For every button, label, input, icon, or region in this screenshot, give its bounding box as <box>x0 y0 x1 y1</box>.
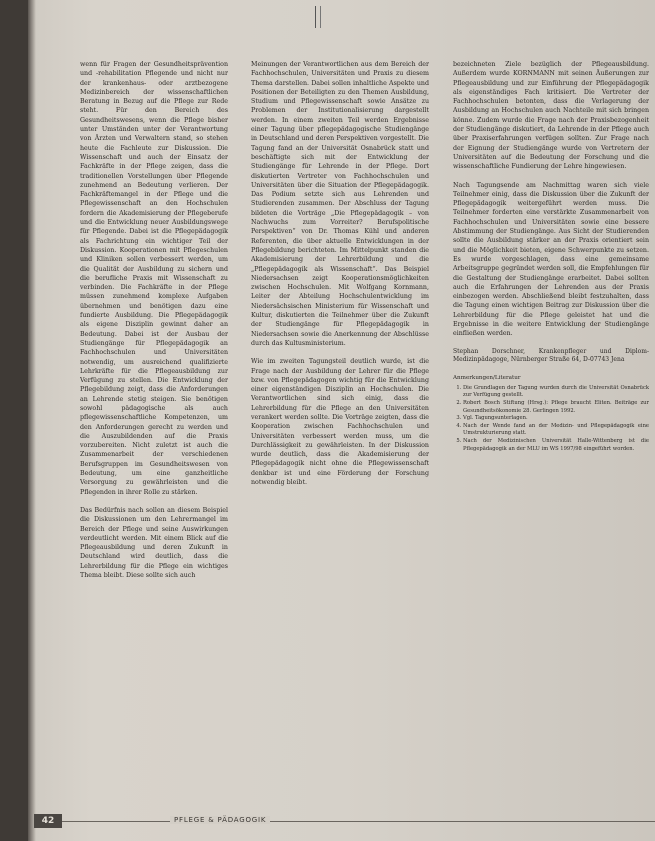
footnote-4: 4. Nach der Wende fand an der Medizin- und Pflegepädagogik eine Umstrukturierung statt. <box>463 423 649 438</box>
footnote-5: 5. Nach der Medizinischen Universität Halle-Wittenberg ist die Pflegepädagogik an der MLU im WS 1997/98 eingeführt worden. <box>463 438 649 453</box>
binding-mark <box>315 6 321 28</box>
column-3-paragraph-1: bezeichneten Ziele bezüglich der Pflegeausbildung. Außerdem wurde KORNMANN mit seinen Äußerungen zur Pflegeausbildung und zur Einführung der Pflegepädagogik als eigenständiges Fach kritisiert. Die Vertreter der Fachhochschulen betonten, dass die Verlagerung der Ausbildung an Hochschulen auch Nachteile mit sich bringen könne. Zudem wurde die Frage nach der Praxisbezogenheit der Studiengänge diskutiert, da Lehrende in der Pflege auch über Praxiserfahrungen verfügen sollten. Zur Frage nach der Eignung der Studiengänge wurde von Vertretern der Universitäten auf die Bedeutung der Forschung und die wissenschaftliche Fundierung der Lehre hingewiesen. <box>453 61 649 171</box>
column-1-paragraph-2: Das Bedürfnis nach sollen an diesem Beispiel die Diskussionen um den Lehrermangel im Bereich der Pflege und seine Auswirkungen verdeutlicht werden. Mit einem Blick auf die Pflegeausbildung und deren Zukunft in Deutschland wird deutlich, dass die Lehrerbildung für die Pflege ein wichtiges Thema bleibt. Diese sollte sich auch <box>80 506 228 580</box>
document-page <box>28 0 655 841</box>
footnotes <box>453 375 649 453</box>
column-1-paragraph-1: wenn für Fragen der Gesundheitsprävention und -rehabilitation Pflegende und nicht nur der krankenhaus- oder arztbezogene Medizinbereich der wissenschaftlichen Beratung in Bezug auf die Pflege zur Rede steht. Für den Bereich des Gesundheitswesens, wenn die Pflege bisher unter Umständen unter der Verantwortung von Ärzten und Verwaltern stand, so stehen heute die Fachleute zur Diskussion. Die Wissenschaft und auch der Einsatz der Fachkräfte in der Pflege zeigen, dass die traditionellen Vorstellungen über Pflegende zunehmend an Bedeutung verlieren. Der Fachkräftemangel in der Pflege und die Pflegewissenschaft an den Hochschulen fordern die Akademisierung der Pflegeberufe und die Entwicklung neuer Ausbildungswege für Pflegende. Dabei ist die Pflegepädagogik als Fachrichtung ein wichtiger Teil der Diskussion. Kooperationen mit Pflegeschulen und Kliniken sollen verbessert werden, um die Qualität der Ausbildung zu sichern und die berufliche Praxis mit Wissenschaft zu verbinden. Die Fachkräfte in der Pflege müssen zunehmend komplexe Aufgaben übernehmen und benötigen dazu eine fundierte Ausbildung. Die Pflegepädagogik als eigene Disziplin gewinnt daher an Bedeutung. Dabei ist der Ausbau der Studiengänge für Pflegepädagogik an Fachhochschulen und Universitäten notwendig, um ausreichend qualifizierte Lehrkräfte für die Pflegeausbildung zur Verfügung zu stellen. Die Entwicklung der Pflegebildung zeigt, dass die Anforderungen an Lehrende stetig steigen. Sie benötigen sowohl pädagogische als auch pflegewissenschaftliche Kompetenzen, um den Anforderungen gerecht zu werden und die Auszubildenden auf die Praxis vorzubereiten. Nicht zuletzt ist auch die Zusammenarbeit der verschiedenen Berufsgruppen im Gesundheitswesen von Bedeutung, um eine ganzheitliche Versorgung zu gewährleisten und die Pflegenden in ihrer Rolle zu stärken. <box>80 61 228 496</box>
text-column-2 <box>251 60 429 778</box>
text-column-1 <box>80 60 228 835</box>
text-column-3 <box>453 60 649 835</box>
author-info: Stephan Dorschner, Krankenpfleger und Diplom-Medizinpädagoge, Nürnberger Straße 64, D-07743 Jena <box>453 347 649 364</box>
journal-name: PFLEGE & PÄDAGOGIK <box>170 816 270 824</box>
footnote-2: 2. Robert Bosch Stiftung (Hrsg.): Pflege braucht Eliten. Beiträge zur Gesundheitsökonomie 28. Gerlingen 1992. <box>463 400 649 415</box>
column-2-paragraph-2: Wie im zweiten Tagungsteil deutlich wurde, ist die Frage nach der Ausbildung der Lehrer für die Pflege bzw. von Pflegepädagogen wichtig für die Entwicklung einer eigenständigen Disziplin an Hochschulen. Die Verantwortlichen sind sich einig, dass die Lehrerbildung für die Pflege an den Universitäten verankert werden sollte. Die Vorträge zeigten, dass die Kooperation zwischen Fachhochschulen und Universitäten verbessert werden muss, um die Durchlässigkeit zu gewährleisten. In der Diskussion wurde deutlich, dass die Akademisierung der Pflegepädagogik nicht ohne die Pflegewissenschaft denkbar ist und eine Förderung der Forschung notwendig bleibt. <box>251 358 429 487</box>
binding-shadow <box>28 0 36 841</box>
column-2-paragraph-1: Meinungen der Verantwortlichen aus dem Bereich der Fachhochschulen, Universitäten und Praxis zu diesem Thema darstellen. Dabei sollen inhaltliche Aspekte und Positionen der Beteiligten zu den Themen Ausbildung, Studium und Pflegewissenschaft sowie Ansätze zu Problemen der Institutionalisierung dargestellt werden. In einem zweiten Teil werden Ergebnisse einer Tagung über pflegepädagogische Studiengänge in Deutschland und deren Perspektiven vorgestellt. Die Tagung fand an der Universität Osnabrück statt und beschäftigte sich mit der Entwicklung der Studiengänge für Lehrende in der Pflege. Dort diskutierten Vertreter von Fachhochschulen und Universitäten über die Situation der Pflegepädagogik. Das Podium setzte sich aus Lehrenden und Studierenden zusammen. Der Abschluss der Tagung bildeten die Vorträge „Die Pflegepädagogik – von Nachwuchs zum Vorreiter? Berufspolitische Perspektiven“ von Dr. Thomas Kühl und anderen Referenten, die über aktuelle Entwicklungen in der Pflegebildung berichteten. Im Mittelpunkt standen die Akademisierung der Lehrerbildung und die „Pflegepädagogik als Wissenschaft“. Das Beispiel Niedersachsen zeigt Kooperationsmöglichkeiten zwischen Hochschulen. Mit Wolfgang Kornmann, Leiter der Abteilung Hochschulentwicklung im Niedersächsischen Ministerium für Wissenschaft und Kultur, diskutierten die Teilnehmer über die Zukunft der Studiengänge für Pflegepädagogik in Niedersachsen sowie die Anerkennung der Abschlüsse durch das Kultusministerium. <box>251 61 429 347</box>
footnote-1: 1. Die Grundlagen der Tagung wurden durch die Universität Osnabrück zur Verfügung gestellt. <box>463 385 649 400</box>
footnote-3: 3. Vgl. Tagungsunterlagen. <box>463 415 649 423</box>
page-footer <box>28 814 655 834</box>
footnotes-heading: Anmerkungen/Literatur <box>453 375 521 382</box>
footnote-list <box>453 385 649 453</box>
column-3-paragraph-2: Nach Tagungsende am Nachmittag waren sich viele Teilnehmer einig, dass die Diskussion über die Zukunft der Pflegepädagogik weitergeführt werden muss. Die Teilnehmer forderten eine verstärkte Zusammenarbeit von Fachhochschulen und Universitäten sowie eine bessere Abstimmung der Studiengänge. Aus Sicht der Studierenden sollte die Ausbildung stärker an der Praxis orientiert sein und die Möglichkeit bieten, eigene Schwerpunkte zu setzen. Es wurde vorgeschlagen, dass eine gemeinsame Arbeitsgruppe gegründet werden soll, die Empfehlungen für die Gestaltung der Studiengänge erarbeitet. Dabei sollten auch die Erfahrungen der Lehrenden aus der Praxis einbezogen werden. Abschließend bleibt festzuhalten, dass die Tagung einen wichtigen Beitrag zur Diskussion über die Lehrerbildung für die Pflege geleistet hat und die Ergebnisse in die weitere Entwicklung der Studiengänge einfließen werden. <box>453 181 649 338</box>
footer-rule <box>62 821 655 822</box>
page-number: 42 <box>34 814 62 828</box>
